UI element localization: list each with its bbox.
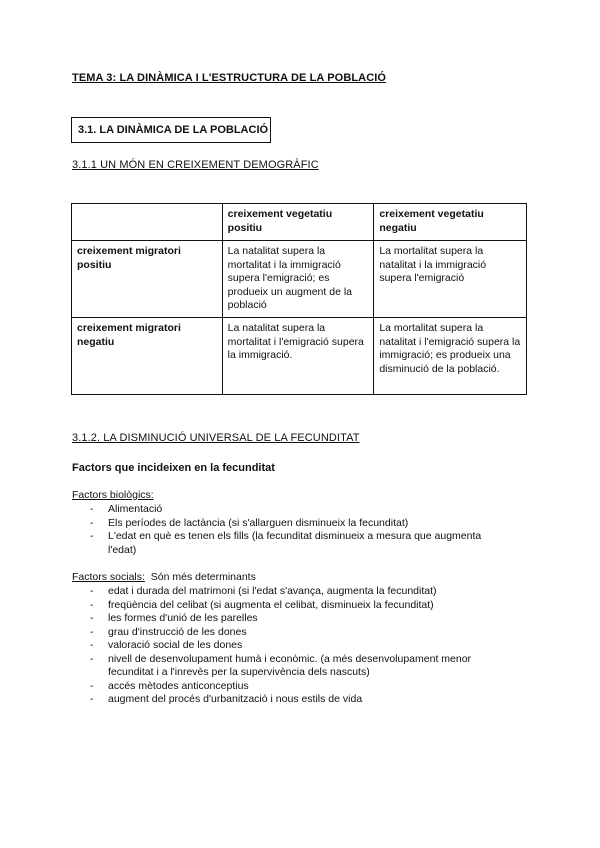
growth-table <box>71 203 527 395</box>
table-cell: La mortalitat supera la natalitat i l'emigració supera la immigració; es produeix una disminució de la població. <box>374 318 527 395</box>
list-dash: - <box>90 530 94 542</box>
section-heading-box: 3.1. LA DINÀMICA DE LA POBLACIÓ <box>71 117 271 143</box>
subsection-heading-1: 3.1.1 UN MÓN EN CREIXEMENT DEMOGRÀFIC <box>72 159 319 171</box>
list-item-text: les formes d'unió de les parelles <box>108 612 258 624</box>
table-cell: La mortalitat supera la natalitat i la immigració supera l'emigració <box>374 241 527 318</box>
table-row <box>72 241 527 318</box>
social-factors-heading <box>72 571 256 583</box>
list-dash: - <box>90 598 94 611</box>
document-title: TEMA 3: LA DINÀMICA I L'ESTRUCTURA DE LA POBLACIÓ <box>72 72 387 84</box>
table-col-header-positive: creixement vegetatiu positiu <box>222 204 374 241</box>
list-dash: - <box>90 652 94 665</box>
table-row <box>72 318 527 395</box>
list-item <box>72 599 512 613</box>
list-item <box>72 612 512 626</box>
factors-title: Factors que incideixen en la fecunditat <box>72 462 275 474</box>
list-dash: - <box>90 516 94 529</box>
social-factors-list <box>72 585 512 707</box>
subsection-heading-2: 3.1.2. LA DISMINUCIÓ UNIVERSAL DE LA FECUNDITAT <box>72 432 360 444</box>
list-item-text: L'edat en què es tenen els fills (la fecunditat disminueix a mesura que augmenta l'edat) <box>108 530 482 556</box>
table-cell: La natalitat supera la mortalitat i la immigració supera l'emigració; es produeix un augment de la població <box>222 241 374 318</box>
table-cell: La natalitat supera la mortalitat i l'emigració supera la immigració. <box>222 318 374 395</box>
list-dash: - <box>90 679 94 692</box>
list-item-text: Alimentació <box>108 503 163 515</box>
list-item <box>72 585 512 599</box>
list-dash: - <box>90 693 94 705</box>
list-item-text: augment del procés d'urbanització i nous estils de vida <box>108 693 363 705</box>
list-item <box>72 693 512 707</box>
list-item <box>72 626 512 640</box>
list-item-text: freqüència del celibat (si augmenta el celibat, disminueix la fecunditat) <box>108 598 434 611</box>
table-row-header-positive: creixement migratori positiu <box>72 241 223 318</box>
list-dash: - <box>90 585 94 597</box>
biological-factors-label: Factors biològics: <box>72 489 154 501</box>
list-dash: - <box>90 625 94 638</box>
list-item <box>72 653 512 680</box>
list-item-text: valoració social de les dones <box>108 639 243 651</box>
biological-factors-list <box>72 503 512 557</box>
list-item <box>72 530 512 557</box>
list-item-text: grau d'instrucció de les dones <box>108 625 247 638</box>
list-item-text: Els períodes de lactància (si s'allarguen disminueix la fecunditat) <box>108 516 409 529</box>
list-dash: - <box>90 639 94 651</box>
social-factors-label: Factors socials: <box>72 571 145 583</box>
list-item <box>72 517 512 531</box>
list-item <box>72 503 512 517</box>
table-row-header-negative: creixement migratori negatiu <box>72 318 223 395</box>
list-dash: - <box>90 503 94 515</box>
list-item-text: accés mètodes anticonceptius <box>108 679 249 692</box>
list-dash: - <box>90 612 94 624</box>
table-header-row <box>72 204 527 241</box>
biological-factors-heading <box>72 489 154 501</box>
list-item-text: edat i durada del matrimoni (si l'edat s'avança, augmenta la fecunditat) <box>108 585 437 597</box>
list-item-text: nivell de desenvolupament humà i econòmic. (a més desenvolupament menor fecunditat i a l'inrevès per la supervivència dels nascuts) <box>108 652 472 678</box>
table-col-header-negative: creixement vegetatiu negatiu <box>374 204 527 241</box>
list-item <box>72 639 512 653</box>
table-corner-cell <box>72 204 223 241</box>
social-factors-note: Són més determinants <box>150 571 256 583</box>
list-item <box>72 680 512 694</box>
